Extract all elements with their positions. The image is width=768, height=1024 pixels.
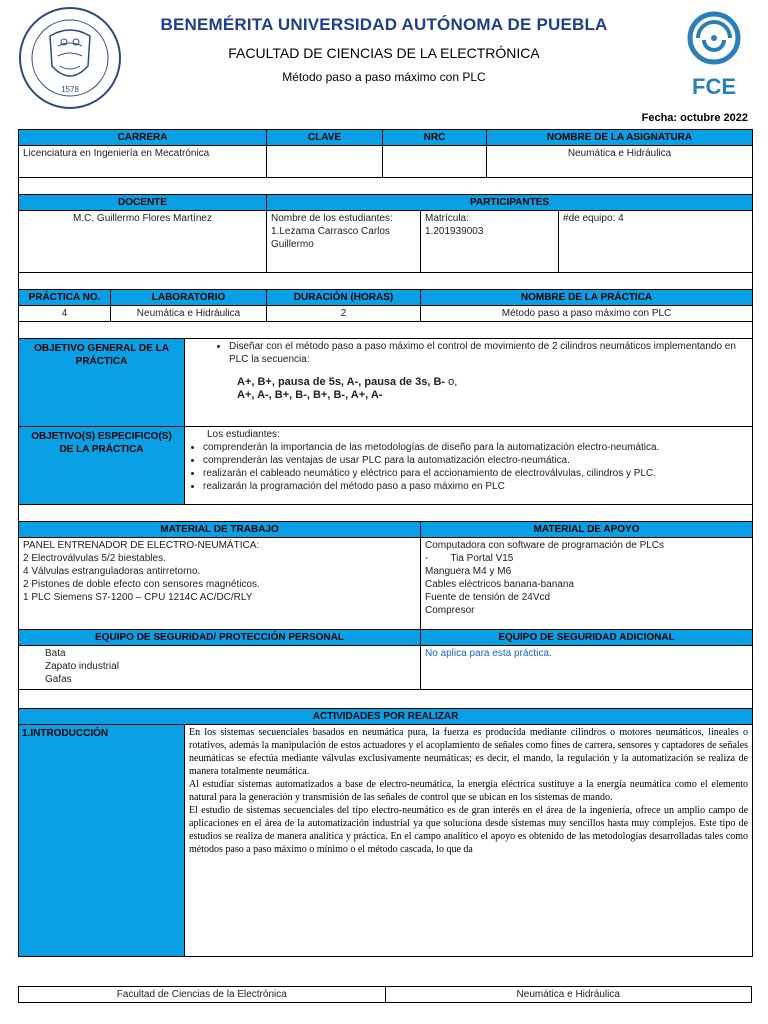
participantes-header: PARTICIPANTES: [267, 195, 753, 211]
practica-value: 4: [19, 306, 111, 322]
material-apoyo-header: MATERIAL DE APOYO: [421, 522, 753, 538]
nombre-practica-header: NOMBRE DE LA PRÁCTICA: [421, 290, 753, 306]
spacer-row: [19, 505, 753, 522]
seguridad-item: Bata: [45, 648, 66, 659]
matricula-1: 1.201939003: [425, 226, 484, 237]
objetivos-especificos-label: OBJETIVO(S) ESPECIFICO(S) DE LA PRÁCTICA: [19, 427, 185, 505]
estudiantes-label: Nombre de los estudiantes:: [271, 213, 393, 224]
material-item: 4 Válvulas estranguladoras antirretorno.: [23, 566, 201, 577]
introduccion-label: 1.INTRODUCCIÓN: [19, 725, 185, 957]
actividades-header: ACTIVIDADES POR REALIZAR: [19, 709, 753, 725]
introduccion-text: [185, 725, 753, 957]
duracion-value: 2: [267, 306, 421, 322]
apoyo-item: Manguera M4 y M6: [425, 566, 512, 577]
material-item: 2 Electroválvulas 5/2 biestables.: [23, 553, 166, 564]
apoyo-item: Compresor: [425, 605, 475, 616]
objetivos-intro: Los estudiantes:: [207, 429, 280, 440]
fce-logo: [676, 10, 752, 100]
docente-value: M.C. Guillermo Flores Martínez: [19, 211, 267, 273]
faculty-title: FACULTAD DE CIENCIAS DE LA ELECTRÓNICA: [228, 45, 540, 61]
nrc-value: [383, 146, 487, 178]
objetivo-general-label: OBJETIVO GENERAL DE LA PRÁCTICA: [19, 339, 185, 427]
buap-seal-logo: [14, 6, 126, 110]
intro-paragraph: En los sistemas secuenciales basados en neumática pura, la fuerza es producida mediante cilindros o motores neumáticos, lineales o rotativos, además la manipulación de estos actuadores y el acoplamiento de señales como fines de carrera, sensores y captadores de señales neumáticas se efectúa mediante válvulas exclusivamente neumáticas; es decir, el mando, la regulación y la automatización se realiza de manera totalmente neumática.: [189, 727, 749, 777]
equipo-value: #de equipo: 4: [559, 211, 753, 273]
material-apoyo-list: [421, 538, 753, 630]
docente-header: DOCENTE: [19, 195, 267, 211]
sequence-2: A+, A-, B+, B-, B+, B-, A+, A-: [237, 389, 383, 401]
material-item: 1 PLC Siemens S7-1200 – CPU 1214C AC/DC/RLY: [23, 592, 253, 603]
apoyo-item: Computadora con software de programación de PLCs: [425, 540, 665, 551]
objetivo-item: • comprenderán la importancia de las metodologías de diseño para la automatización electro-neumática.: [203, 441, 748, 454]
svg-text:1578: 1578: [61, 85, 79, 94]
matricula-label: Matrícula:: [425, 213, 469, 224]
university-title: BENEMÉRITA UNIVERSIDAD AUTÓNOMA DE PUEBLA: [160, 15, 608, 34]
practica-header: PRÁCTICA NO.: [19, 290, 111, 306]
material-item: PANEL ENTRENADOR DE ELECTRO-NEUMÁTICA:: [23, 540, 260, 551]
sequence-1-tail: o,: [445, 376, 458, 388]
material-trabajo-list: [19, 538, 421, 630]
objetivo-item: • realizarán el cableado neumático y eléctrico para el accionamiento de electroválvulas, cilindros y PLC.: [203, 467, 748, 480]
estudiante-1: 1.Lezama Carrasco Carlos Guillermo: [271, 226, 390, 250]
objetivo-general-cell: [185, 339, 753, 427]
clave-header: CLAVE: [267, 130, 383, 146]
apoyo-item: Cables eléctricos banana-banana: [425, 579, 574, 590]
footer-left: Facultad de Ciencias de la Electrónica: [19, 987, 386, 1003]
seguridad-item: Zapato industrial: [45, 661, 119, 672]
seguridad-personal-list: [19, 646, 421, 690]
intro-paragraph: El estudio de sistemas secuenciales del tipo electro-neumático es de gran interés en el área de la ingeniería, ofrece un amplio campo de aplicaciones en el área de la automatización industrial ya que soluciona desde sistemas muy sencillos hasta muy complejos. Este tipo de estudios se realiza de manera analítica y práctica. En el campo analítico el apoyo es obtenido de las metodologías desarrolladas tales como métodos paso a paso máximo o mínimo o el método cascada, lo que da: [189, 805, 749, 855]
nombre-practica-value: Método paso a paso máximo con PLC: [421, 306, 753, 322]
estudiantes-cell: [267, 211, 421, 273]
svg-text:FCE: FCE: [692, 74, 736, 99]
date-label: Fecha: octubre 2022: [641, 112, 748, 124]
apoyo-item: Fuente de tensión de 24Vcd: [425, 592, 551, 603]
material-item: 2 Pistones de doble efecto con sensores magnéticos.: [23, 579, 260, 590]
objetivos-especificos-cell: [185, 427, 753, 505]
laboratorio-value: Neumática e Hidráulica: [111, 306, 267, 322]
spacer-row: [19, 273, 753, 290]
intro-paragraph: Al estudiar sistemas automatizados a base de electro-neumática, la energía eléctrica sustituye a la energía neumática como el elemento natural para la generación y transmisión de las señales de control que se ubican en los sistemas de mando.: [189, 779, 749, 803]
seguridad-personal-header: EQUIPO DE SEGURIDAD/ PROTECCIÓN PERSONAL: [19, 630, 421, 646]
spacer-row: [19, 322, 753, 339]
duracion-header: DURACIÓN (HORAS): [267, 290, 421, 306]
seguridad-item: Gafas: [45, 674, 72, 685]
apoyo-item: - Tia Portal V15: [425, 553, 514, 564]
matricula-cell: [421, 211, 559, 273]
laboratorio-header: LABORATORIO: [111, 290, 267, 306]
spacer-row: [19, 178, 753, 195]
footer: [18, 986, 752, 1003]
sequence-1: A+, B+, pausa de 5s, A-, pausa de 3s, B-: [237, 376, 446, 388]
objetivo-item: • realizarán la programación del método paso a paso máximo en PLC: [203, 480, 748, 493]
method-title: Método paso a paso máximo con PLC: [282, 70, 486, 84]
spacer-row: [19, 690, 753, 709]
carrera-value: Licenciatura en Ingeniería en Mecatrónica: [19, 146, 267, 178]
seguridad-adicional-value: No aplica para esta práctica.: [421, 646, 753, 690]
seguridad-adicional-header: EQUIPO DE SEGURIDAD ADICIONAL: [421, 630, 753, 646]
objetivo-general-text: • Diseñar con el método paso a paso máximo el control de movimiento de 2 cilindros neumáticos implementando en PLC la secuencia:: [229, 340, 748, 366]
footer-right: Neumática e Hidráulica: [385, 987, 752, 1003]
asignatura-header: NOMBRE DE LA ASIGNATURA: [487, 130, 753, 146]
material-trabajo-header: MATERIAL DE TRABAJO: [19, 522, 421, 538]
practice-form: [18, 129, 753, 957]
objetivo-item: • comprenderán las ventajas de usar PLC para la automatización electro-neumática.: [203, 454, 748, 467]
nrc-header: NRC: [383, 130, 487, 146]
carrera-header: CARRERA: [19, 130, 267, 146]
asignatura-value: Neumática e Hidráulica: [487, 146, 753, 178]
clave-value: [267, 146, 383, 178]
